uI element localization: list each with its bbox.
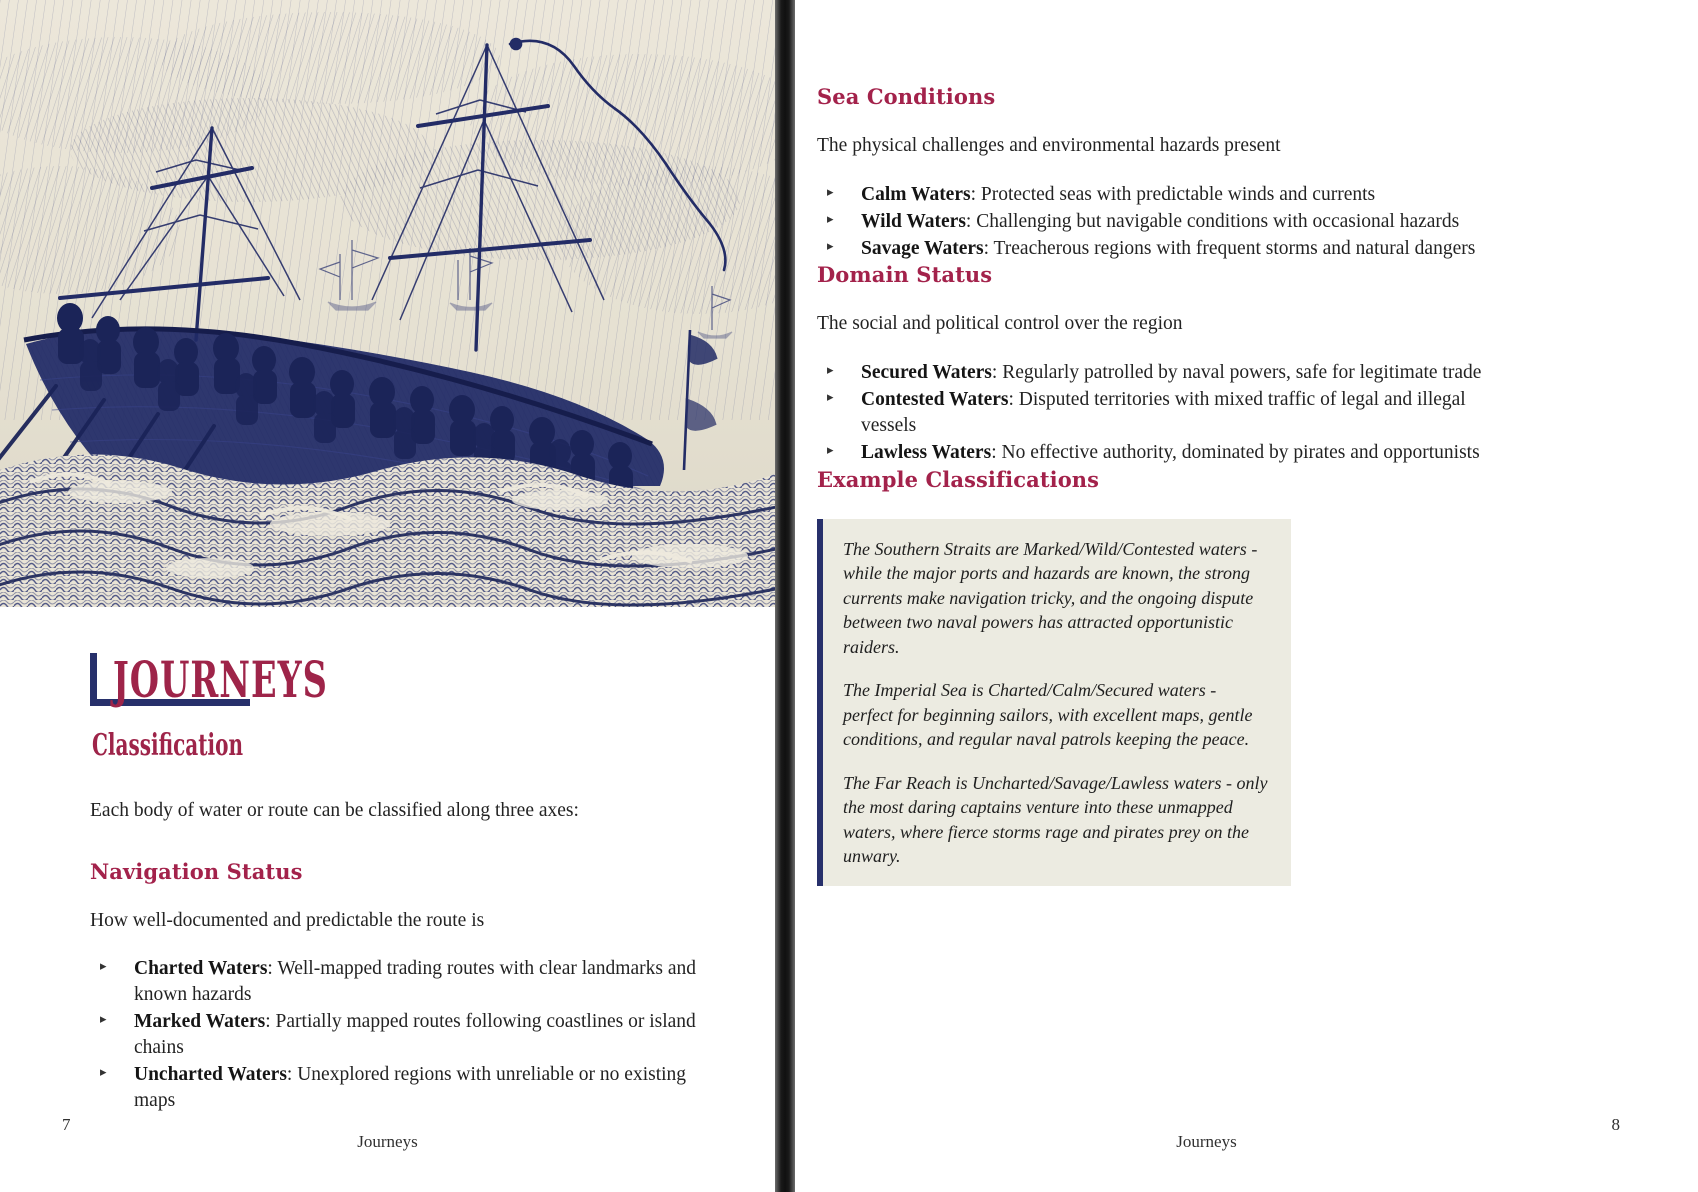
section-lead: The physical challenges and environmental hazards present [817,135,1281,156]
definition-list [90,956,697,1114]
term-separator: : [970,183,981,205]
bullet-triangle-icon: ▸ [100,1064,107,1080]
bullet-triangle-icon: ▸ [827,389,834,405]
bullet-triangle-icon: ▸ [827,237,834,253]
bullet-triangle-icon: ▸ [100,1011,107,1027]
section-heading: Navigation Status [90,858,303,884]
left-page-footer [0,1115,775,1158]
right-page [795,0,1698,1192]
term-description: Partially mapped routes following coastlines or island chains [134,1011,696,1059]
section-sea-conditions [817,84,1488,261]
right-page-body [795,0,1698,886]
list-item [90,956,697,1008]
left-page [0,0,775,1192]
list-item [817,236,1488,262]
section-lead: How well-documented and predictable the route is [90,909,485,931]
section-example-classifications [817,467,1488,887]
folio-title: Journeys [1176,1132,1237,1151]
section-domain-status [817,262,1488,465]
term-description: No effective authority, dominated by pirates and opportunists [1001,441,1480,463]
section-heading: Domain Status [817,262,993,288]
term-label: Savage Waters [861,237,984,259]
term-label: Contested Waters [861,389,1009,411]
term-separator: : [265,1011,276,1033]
term-label: Wild Waters [861,210,966,232]
term-label: Uncharted Waters [134,1064,287,1086]
term-separator: : [991,441,1002,463]
right-page-footer [795,1115,1698,1158]
callout-paragraph: The Far Reach is Uncharted/Savage/Lawless waters - only the most daring captains venture into these unmapped waters, where fierce storms rage and pirates prey on the unwary. [843,772,1268,866]
gutter-shadow [775,0,795,1192]
list-item [817,182,1488,208]
term-separator: : [286,1064,298,1086]
intro-paragraph: Each body of water or route can be classified along three axes: [90,800,579,821]
term-separator: : [991,362,1003,384]
term-separator: : [965,210,977,232]
term-separator: : [983,237,994,259]
section-lead: The social and political control over the region [817,313,1183,335]
term-label: Lawless Waters [861,441,992,463]
bullet-triangle-icon: ▸ [827,210,834,226]
term-separator: : [267,958,278,980]
definition-list [817,182,1488,262]
engraving-shipwreck-lifeboat-svg [0,0,775,607]
list-item [817,209,1488,235]
term-label: Marked Waters [134,1011,266,1033]
list-item [90,1062,697,1114]
term-description: Treacherous regions with frequent storms and natural dangers [993,237,1476,259]
bullet-triangle-icon: ▸ [100,958,107,974]
bullet-triangle-icon: ▸ [827,362,834,378]
term-description: Protected seas with predictable winds and currents [980,183,1376,205]
term-description: Challenging but navigable conditions with occasional hazards [976,210,1460,232]
title-block [90,650,406,710]
term-description: Well-mapped trading routes with clear landmarks and known hazards [134,958,696,1006]
list-item [90,1009,697,1061]
page-number: 7 [62,1115,71,1134]
term-label: Charted Waters [134,958,268,980]
page-subtitle: Classification [92,728,243,763]
page-title: JOURNEYS [112,650,328,710]
callout-paragraph: The Imperial Sea is Charted/Calm/Secured waters - perfect for beginning sailors, with excellent maps, gentle conditions, and regular naval patrols keeping the peace. [843,680,1253,750]
term-separator: : [1008,389,1019,411]
list-item [817,387,1488,439]
term-description: Disputed territories with mixed traffic of legal and illegal vessels [861,389,1466,436]
callout-paragraph: The Southern Straits are Marked/Wild/Contested waters - while the major ports and hazards are known, the strong currents make navigation tricky, and the ongoing dispute between two naval powers has attracted opportunistic raiders. [843,538,1258,657]
term-description: Regularly patrolled by naval powers, safe for legitimate trade [1002,362,1482,384]
term-label: Calm Waters [861,183,971,205]
list-item [817,440,1488,466]
example-callout-box [817,519,1291,887]
folio-title: Journeys [357,1132,418,1151]
bullet-triangle-icon: ▸ [827,183,834,199]
page-number: 8 [1611,1115,1620,1134]
term-label: Secured Waters [861,362,992,384]
left-page-body [0,607,775,1114]
section-heading: Sea Conditions [817,84,996,109]
chapter-illustration [0,0,775,607]
section-navigation-status [90,859,697,1114]
bullet-triangle-icon: ▸ [827,441,834,457]
book-gutter [775,0,795,1192]
section-heading: Example Classifications [817,466,1100,492]
list-item [817,360,1488,386]
term-description: Unexplored regions with unreliable or no existing maps [134,1064,687,1111]
definition-list [817,360,1488,466]
